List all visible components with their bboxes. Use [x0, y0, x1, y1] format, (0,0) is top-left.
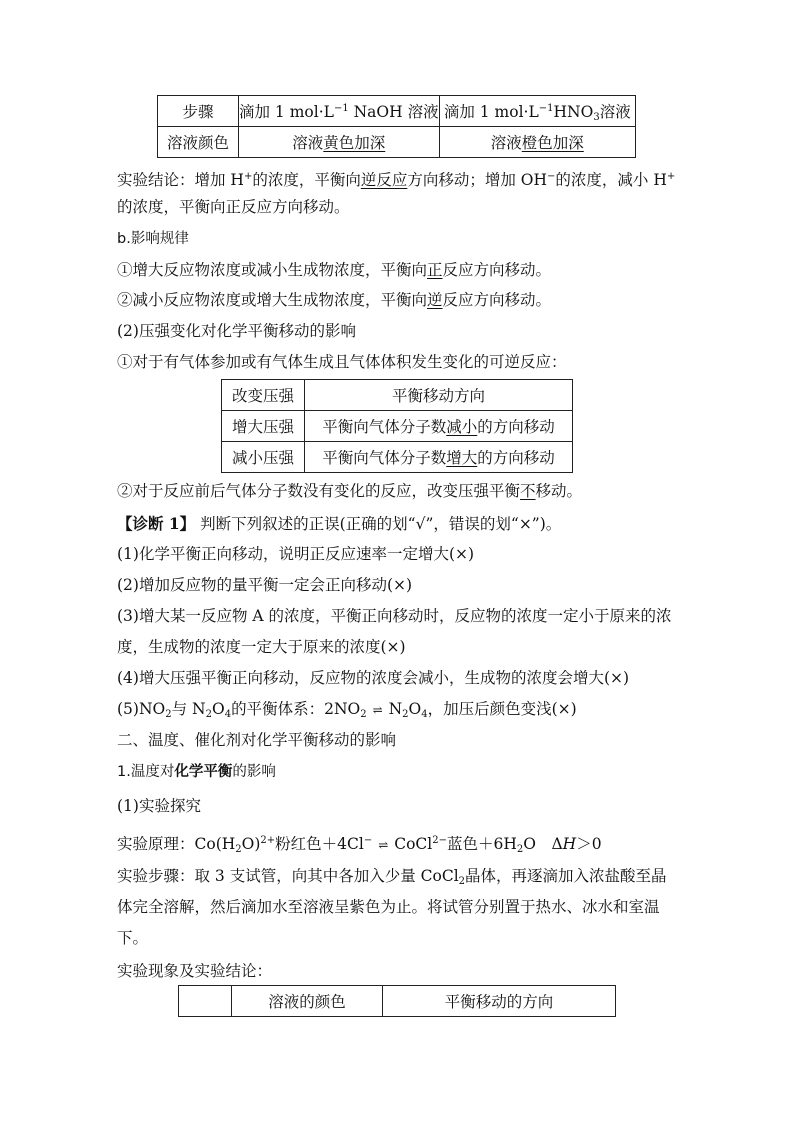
table-header-cell: 步骤	[158, 96, 239, 127]
table-header-cell: 平衡移动方向	[305, 380, 573, 411]
table-cell: 平衡向气体分子数减小的方向移动	[305, 411, 573, 442]
experiment-steps-line-2: 体完全溶解，然后滴加水至溶液呈紫色为止。将试管分别置于热水、冰水和室温	[117, 898, 660, 916]
table-header-cell: 平衡移动的方向	[383, 986, 616, 1017]
explore-title: (1)实验探究	[117, 797, 201, 815]
table-cell: 溶液橙色加深	[439, 127, 635, 158]
equilibrium-arrow-icon: ⇌	[378, 838, 389, 852]
section-2-title: 二、温度、催化剂对化学平衡移动的影响	[117, 731, 397, 749]
rule-2: ②减小反应物浓度或增大生成物浓度，平衡向逆反应方向移动。	[117, 291, 552, 309]
conclusion-line-2: 的浓度，平衡向正反应方向移动。	[117, 198, 350, 216]
rule-1: ①增大反应物浓度或减小生成物浓度，平衡向正反应方向移动。	[117, 261, 552, 279]
table-row-label: 增大压强	[222, 411, 305, 442]
question-3-line-2: 度，生成物的浓度一定大于原来的浓度(×)	[117, 638, 406, 656]
question-2: (2)增加反应物的量平衡一定会正向移动(×)	[117, 576, 413, 594]
table-cell: 平衡向气体分子数增大的方向移动	[305, 442, 573, 473]
diagnosis-heading: 【诊断 1】 判断下列叙述的正误(正确的划“√”，错误的划“×”)。	[117, 514, 562, 533]
table-header-cell: 滴加 1 $mol\cdot L^{-1}HNO_3$溶液	[439, 96, 635, 127]
temperature-table	[178, 985, 616, 1017]
pressure-table	[221, 379, 573, 473]
equilibrium-arrow-icon: ⇌	[372, 703, 383, 717]
experiment-steps-line-3: 下。	[117, 929, 149, 947]
table-header-cell: 溶液的颜色	[232, 986, 383, 1017]
phenomenon-title: 实验现象及实验结论：	[117, 962, 273, 980]
experiment-principle: 实验原理：$Co(H_2O)^{2+}$粉红色＋4Cl− ⇌ CoCl$^{2-}$蓝色$+6H_2O$ ΔH＞0	[117, 825, 602, 865]
pressure-unchanged: ②对于反应前后气体分子数没有变化的反应，改变压强平衡不移动。	[117, 482, 583, 500]
rule-title: b.影响规律	[117, 231, 189, 247]
pressure-title: (2)压强变化对化学平衡移动的影响	[117, 322, 356, 340]
question-5: $(5)NO_2$与 $N_2O_4$的平衡体系：$2NO_2$ ⇌ $N_2O_4$，加压后颜色变浅(×)	[117, 694, 577, 730]
question-1: (1)化学平衡正向移动，说明正反应速率一定增大(×)	[117, 545, 475, 563]
table-row-label: 减小压强	[222, 442, 305, 473]
table-header-cell: 滴加 1 $mol\cdot L^{-1}$ NaOH 溶液	[239, 96, 440, 127]
experiment-steps-line-1: 实验步骤：取 3 支试管，向其中各加入少量 CoCl$_2$晶体，再逐滴加入浓盐酸至晶	[117, 867, 667, 887]
question-3-line-1: (3)增大某一反应物 A 的浓度，平衡正向移动时，反应物的浓度一定小于原来的浓	[117, 607, 672, 625]
question-4: (4)增大压强平衡正向移动，反应物的浓度会减小，生成物的浓度会增大(×)	[117, 669, 630, 687]
table-header-cell	[179, 986, 232, 1017]
pressure-condition: ①对于有气体参加或有气体生成且气体体积发生变化的可逆反应：	[117, 353, 567, 371]
table-header-cell: 改变压强	[222, 380, 305, 411]
temperature-title: 1.温度对化学平衡的影响	[117, 764, 276, 780]
reagent-color-table	[157, 95, 636, 158]
table-cell: 溶液黄色加深	[239, 127, 440, 158]
table-row-label: 溶液颜色	[158, 127, 239, 158]
conclusion-line-1: 实验结论：增加 H+的浓度，平衡向逆反应方向移动；增加 OH−的浓度，减小 H+	[117, 171, 676, 189]
